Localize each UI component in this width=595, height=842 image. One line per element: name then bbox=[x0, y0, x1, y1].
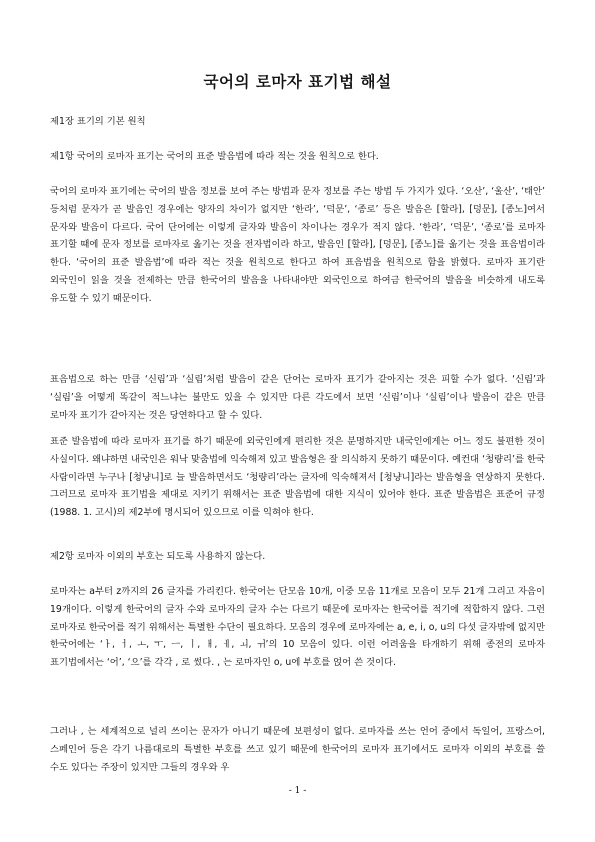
chapter-heading: 제1장 표기의 기본 원칙 bbox=[50, 116, 146, 127]
paragraph-diacritics: 그러나 , 는 세계적으로 널리 쓰이는 문자가 아니기 때문에 보편성이 없다. 로마자를 쓰는 언어 중에서 독일어, 프랑스어, 스페인어 등은 각기 나름대로의 특별한 부호를 쓰고 있기 때문에 한국어의 로마자 표기에서도 로마자 이외의 부호를 쓸 수도 있다는 주장이 있지만 그들의 경우와 우 bbox=[50, 726, 545, 773]
article-1-heading: 제1항 국어의 로마자 표기는 국어의 표준 발음법에 따라 적는 것을 원칙으로 한다. bbox=[50, 151, 379, 162]
article-2-heading: 제2항 로마자 이외의 부호는 되도록 사용하지 않는다. bbox=[50, 551, 266, 562]
document-title: 국어의 로마자 표기법 해설 bbox=[203, 73, 392, 91]
page-number: - 1 - bbox=[288, 786, 307, 796]
paragraph-roman-letters: 로마자는 a부터 z까지의 26 글자를 가리킨다. 한국어는 단모음 10개, 이중 모음 11개로 모음이 모두 21개 그리고 자음이 19개이다. 이렇게 한국어의 글자 수와 로마자의 글자 수는 다르기 때문에 로마자는 한국어를 적기에 적합하지 않다. 그런 로마자로 한국어를 적기 위해서는 특별한 수단이 필요하다. 모음의 경우에 로마자에는 a, e, i, o, u의 다섯 글자밖에 없지만 한국어에는 ‘ㅏ, ㅓ, ㅗ, ㅜ, ㅡ, ㅣ, ㅐ, ㅔ, ㅚ, ㅟ’의 10 모음이 있다. 이런 어려움을 타개하기 위해 종전의 로마자 표기법에서는 ‘어’, ‘으’를 각각 , 로 썼다. , 는 로마자인 o, u에 부호를 얹어 쓴 것이다. bbox=[50, 586, 545, 669]
document-page bbox=[50, 0, 545, 842]
paragraph-standard-pronunciation: 표준 발음법에 따라 로마자 표기를 하기 때문에 외국인에게 편리한 것은 분명하지만 내국인에게는 어느 정도 불편한 것이 사실이다. 왜냐하면 내국인은 워낙 맞춤법에 익숙해져 있고 발음형은 잘 의식하지 못하기 때문이다. 예컨대 ‘청량리’를 한국 사람이라면 누구나 [청냥니]로 늘 발음하면서도 ‘청량리’라는 글자에 익숙해져서 [청냥니]라는 발음형을 연상하지 못한다. 그러므로 로마자 표기법을 제대로 지키기 위해서는 표준 발음법에 대한 지식이 있어야 한다. 표준 발음법은 표준어 규정(1988. 1. 고시)의 제2부에 명시되어 있으므로 이를 익혀야 한다. bbox=[50, 436, 545, 519]
paragraph-phonetic-vs-transliteration: 국어의 로마자 표기에는 국어의 발음 정보를 보여 주는 방법과 문자 정보를 주는 방법 두 가지가 있다. ‘오산’, ‘울산’, ‘태안’ 등처럼 문자가 곧 발음인 경우에는 양자의 차이가 없지만 ‘한라’, ‘덕문’, ‘종로’ 등은 발음은 [할라], [덩문], [종노]여서 문자와 발음이 다르다. 국어 단어에는 이렇게 글자와 발음이 차이나는 경우가 적지 않다. ‘한라’, ‘덕문’, ‘종로’를 로마자 표기할 때에 문자 정보를 로마자로 옮기는 것을 전자법이라 하고, 발음인 [할라], [덩문], [종노]를 옮기는 것을 표음법이라 한다. ‘국어의 표준 발음법’에 따라 적는 것을 원칙으로 한다고 하여 표음법을 원칙으로 함을 밝혔다. 로마자 표기란 외국인이 읽을 것을 전제하는 만큼 한국어의 발음을 나타내야만 외국인으로 하여금 한국어의 발음을 비슷하게 내도록 유도할 수 있기 때문이다. bbox=[50, 186, 545, 304]
paragraph-homophones: 표음법으로 하는 만큼 ‘신림’과 ‘실림’처럼 발음이 같은 단어는 로마자 표기가 같아지는 것은 피할 수가 없다. ‘신림’과 ‘실림’을 어떻게 똑같이 적느냐는 불만도 있을 수 있지만 다른 각도에서 보면 ‘신림’이나 ‘실림’이나 발음이 같은 만큼 로마자 표기가 같아지는 것은 당연하다고 할 수 있다. bbox=[50, 374, 545, 421]
